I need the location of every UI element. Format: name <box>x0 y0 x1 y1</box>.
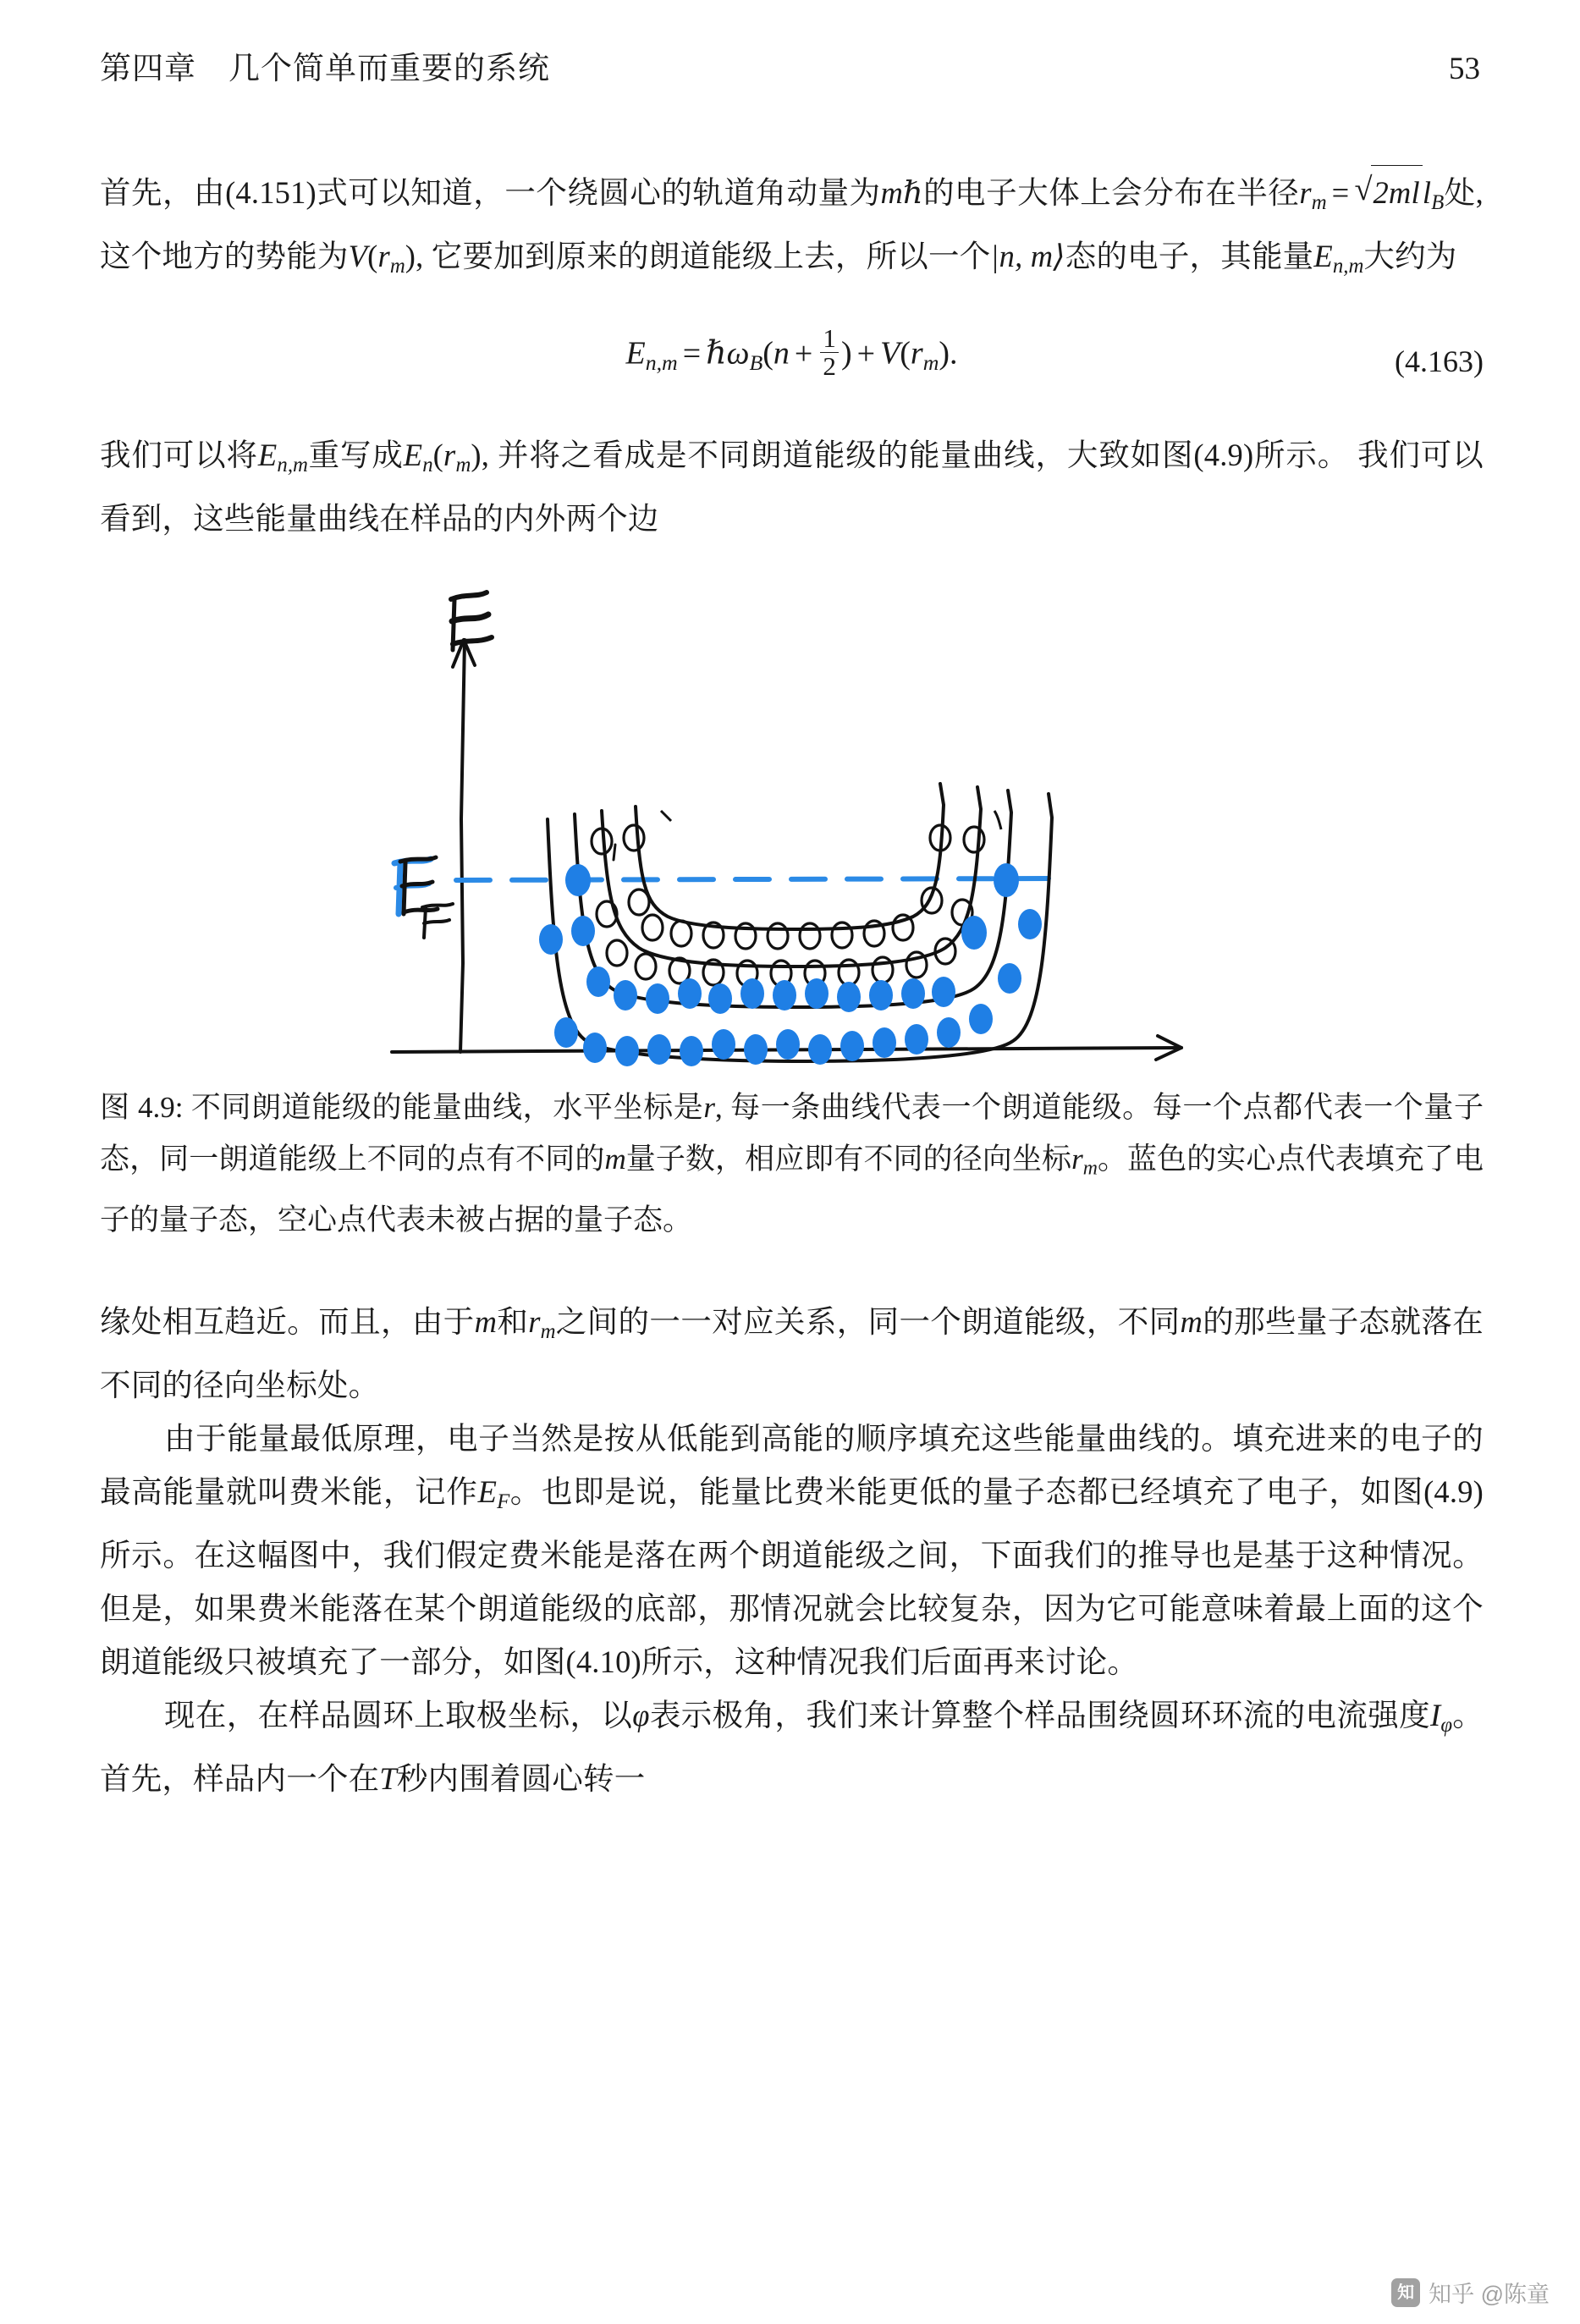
p1-seg-e: 态的电子，其能量 <box>1065 238 1314 273</box>
caption-a: 不同朗道能级的能量曲线，水平坐标是 <box>183 1090 704 1124</box>
eq-period: . <box>950 335 958 372</box>
caption-label: 图 4.9: <box>100 1090 184 1124</box>
p1-hbar: ℏ <box>903 175 923 210</box>
sqrt-radicand: 2ml <box>1371 165 1422 219</box>
y-axis-label-E <box>451 592 492 650</box>
p3-m1: m <box>474 1304 498 1340</box>
equation-4-163 <box>100 322 1484 403</box>
p2-E1: E <box>257 437 278 472</box>
eq-frac-numerator: 1 <box>823 322 836 353</box>
p4-b: 。也即是说，能量比费米能更低的量子态都已经填充了电子，如图(4.9)所示。在这幅图中，我们假定费米能是落在两个朗道能级之间，下面我们的推导也是基于这种情况。但是，如果费米能落在某个朗道能级的底部，那情况就会比较复杂，因为它可能意味着最上面的这个朗道能级只被填充了一部分，如图(4.10)所示，这种情况我们后面再来讨论。 <box>100 1474 1484 1680</box>
p4-EF: E <box>477 1474 498 1510</box>
p1-equals: = <box>1331 175 1350 210</box>
eq-omega: ω <box>726 335 750 372</box>
eq-n: n <box>773 335 790 372</box>
landau-curve-2 <box>575 790 1011 1007</box>
caption-d: 。蓝色的实心点代表填充了电子的量子态，空心点代表未被占据的量子态。 <box>100 1142 1484 1237</box>
paragraph-third <box>100 1295 1484 1412</box>
p3-r1-sub: m <box>540 1320 556 1344</box>
caption-rm: r <box>1071 1142 1083 1176</box>
states-level-4 <box>624 825 950 949</box>
p1-lB: l <box>1422 175 1432 210</box>
equation-number: (4.163) <box>1395 344 1484 378</box>
p5-phi: φ <box>632 1698 650 1733</box>
p1-m: m <box>880 175 904 210</box>
eq-V-close: ) <box>939 335 950 372</box>
p1-lB-sub: B <box>1431 190 1445 214</box>
eq-plus: + <box>794 335 813 372</box>
p5-a: 现在，在样品圆环上取极坐标，以 <box>164 1698 633 1733</box>
p1-V: V <box>348 238 368 273</box>
landau-curve-4 <box>636 784 944 929</box>
figure-caption <box>100 1082 1484 1247</box>
eq-V-r: r <box>910 335 923 372</box>
paragraph-fifth <box>100 1688 1484 1805</box>
p2-seg-a: 我们可以将 <box>100 437 258 472</box>
p4-a: 由于能量最低原理，电子当然是按从低能到高能的顺序填充这些能量曲线的。填充进来的电子的最高能量就叫费米能，记作 <box>100 1421 1484 1510</box>
stray-stroke-right <box>994 811 1001 829</box>
p1-ket: |n, m⟩ <box>990 238 1065 273</box>
p1-V-arg: r <box>377 238 390 273</box>
p3-d: 的那些量子态就落在不同的径向坐标处。 <box>100 1304 1484 1403</box>
p3-b: 和 <box>497 1304 529 1340</box>
p2-E2-rsub: m <box>455 453 471 476</box>
p1-E: E <box>1313 238 1333 273</box>
zhihu-logo-icon: 知 <box>1391 2278 1420 2307</box>
p1-E-sub: n,m <box>1332 254 1364 278</box>
p1-seg-d: , 它要加到原来的朗道能级上去，所以一个 <box>416 238 991 273</box>
chapter-title: 第四章 几个简单而重要的系统 <box>100 52 550 86</box>
p2-seg-b: 重写成 <box>307 437 404 472</box>
stray-stroke-left <box>661 811 671 821</box>
caption-m: m <box>604 1142 626 1176</box>
p1-seg-c: 处, 这个地方的势能为 <box>100 175 1484 273</box>
p4-EF-sub: F <box>497 1490 510 1514</box>
watermark-text: 知乎 @陈童 <box>1429 2282 1550 2307</box>
p2-seg-c: , 并将之看成是不同朗道能级的能量曲线，大致如图(4.9)所示。 我们可以看到，这些能量曲线在样品的内外两个边 <box>100 437 1484 536</box>
text-column <box>100 165 1484 1805</box>
p3-r1: r <box>528 1304 541 1340</box>
watermark <box>1391 2276 1550 2309</box>
fermi-level-label <box>394 857 453 938</box>
y-axis <box>460 640 465 1052</box>
eq-lhs-sub: n,m <box>645 350 678 375</box>
page-number: 53 <box>1449 52 1480 86</box>
eq-paren-close: ) <box>840 335 852 372</box>
eq-V-open: ( <box>900 335 911 372</box>
eq-omega-sub: B <box>749 350 763 375</box>
p5-c: 。首先，样品内一个在 <box>100 1698 1484 1797</box>
caption-r: r <box>703 1090 715 1124</box>
eq-half-fraction <box>820 322 839 381</box>
eq-equals: = <box>682 335 702 372</box>
p1-r-sub: m <box>1311 190 1327 214</box>
p5-I: I <box>1430 1698 1441 1733</box>
p1-seg-f: 大约为 <box>1363 238 1457 273</box>
p1-seg-b: 的电子大体上会分布在半径 <box>922 175 1300 210</box>
p1-seg-a: 首先，由(4.151)式可以知道，一个绕圆心的轨道角动量为 <box>100 175 881 210</box>
figure-4-9 <box>100 565 1484 1073</box>
p3-a: 缘处相互趋近。而且，由于 <box>100 1304 475 1340</box>
eq-hbar: ℏ <box>706 335 727 372</box>
paragraph-first: 首先，由(4.151)式可以知道，一个绕圆心的轨道角动量为mℏ的电子大体上会分布在半径$r_m$ = √ 2mll$_B$处, 这个地方的势能为$V(r_m)$, 它要加到原来的朗道能级上去，所以一个|n, m⟩态的电子，其能量$E_{n,m}$大约为 <box>100 165 1484 293</box>
p2-E2-open: ( <box>432 437 444 472</box>
p2-E2: E <box>403 437 423 472</box>
eq-V-sub: m <box>922 350 939 375</box>
p1-r: r <box>1299 175 1312 210</box>
p5-I-sub: φ <box>1440 1714 1453 1737</box>
p2-E2-r: r <box>443 437 456 472</box>
p1-V-arg-sub: m <box>389 254 405 278</box>
caption-rm-sub: m <box>1082 1157 1098 1180</box>
p2-E2-close: ) <box>471 437 482 472</box>
eq-plus-2: + <box>856 335 876 372</box>
figure-sketch <box>348 565 1236 1073</box>
fermi-dashed-line <box>456 878 1050 880</box>
paragraph-fourth <box>100 1412 1484 1688</box>
p3-c: 之间的一一对应关系，同一个朗道能级，不同 <box>555 1304 1181 1340</box>
eq-frac-denominator: 2 <box>820 352 839 380</box>
eq-lhs-E: E <box>625 335 646 372</box>
section-gap <box>100 1246 1484 1295</box>
eq-V: V <box>880 335 900 372</box>
p3-m2: m <box>1180 1304 1203 1340</box>
running-head <box>100 42 1480 93</box>
p2-E2-sub: n <box>422 453 433 476</box>
sqrt-2ml <box>1354 165 1422 219</box>
stray-tick <box>614 845 615 860</box>
p2-E1-sub: n,m <box>277 453 308 476</box>
p5-b: 表示极角，我们来计算整个样品围绕圆环环流的电流强度 <box>649 1698 1431 1733</box>
caption-c: 量子数，相应即有不同的径向坐标 <box>625 1142 1072 1176</box>
equation-body <box>100 322 1484 381</box>
paragraph-second <box>100 428 1484 545</box>
p5-T: T <box>379 1761 397 1797</box>
p5-d: 秒内围着圆心转一 <box>396 1761 646 1797</box>
caption-b: , 每一条曲线代表一个朗道能级。每一个点都代表一个量子态，同一朗道能级上不同的点有不同的 <box>100 1090 1484 1176</box>
eq-paren-open: ( <box>762 335 773 372</box>
states-level-2 <box>565 863 1019 1014</box>
